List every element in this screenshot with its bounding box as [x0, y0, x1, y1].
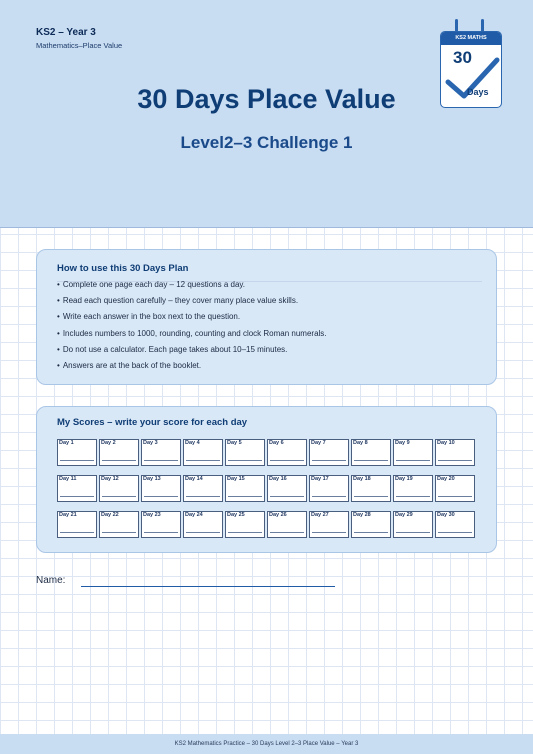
instruction-item: • Includes numbers to 1000, rounding, counting and clock Roman numerals. — [57, 328, 327, 344]
score-write-line — [438, 496, 472, 497]
score-grid — [57, 439, 475, 538]
instruction-item: • Complete one page each day – 12 questions a day. — [57, 279, 327, 295]
score-write-line — [312, 532, 346, 533]
day-label: Day 4 — [185, 440, 200, 446]
day-label: Day 7 — [311, 440, 326, 446]
score-box[interactable] — [309, 439, 349, 466]
score-write-line — [60, 532, 94, 533]
score-write-line — [102, 496, 136, 497]
day-label: Day 22 — [101, 512, 119, 518]
score-box[interactable] — [57, 439, 97, 466]
score-write-line — [396, 460, 430, 461]
score-box[interactable] — [99, 511, 139, 538]
day-label: Day 11 — [59, 476, 77, 482]
score-write-line — [270, 532, 304, 533]
score-write-line — [228, 460, 262, 461]
day-label: Day 5 — [227, 440, 242, 446]
day-label: Day 1 — [59, 440, 74, 446]
score-write-line — [144, 496, 178, 497]
score-write-line — [354, 532, 388, 533]
day-label: Day 17 — [311, 476, 329, 482]
scores-title: My Scores – write your score for each day — [57, 417, 248, 428]
score-write-line — [102, 460, 136, 461]
score-box[interactable] — [225, 439, 265, 466]
day-label: Day 21 — [59, 512, 77, 518]
day-label: Day 28 — [353, 512, 371, 518]
score-write-line — [60, 460, 94, 461]
score-write-line — [228, 532, 262, 533]
page-subtitle: Level2–3 Challenge 1 — [180, 133, 353, 152]
day-label: Day 12 — [101, 476, 119, 482]
day-label: Day 10 — [437, 440, 455, 446]
day-label: Day 18 — [353, 476, 371, 482]
score-write-line — [354, 496, 388, 497]
day-label: Day 16 — [269, 476, 287, 482]
score-box[interactable] — [141, 511, 181, 538]
score-box[interactable] — [309, 475, 349, 502]
instruction-item: • Write each answer in the box next to the question. — [57, 311, 327, 327]
score-box[interactable] — [435, 511, 475, 538]
score-box[interactable] — [267, 439, 307, 466]
score-write-line — [186, 532, 220, 533]
score-write-line — [186, 496, 220, 497]
score-write-line — [228, 496, 262, 497]
day-label: Day 27 — [311, 512, 329, 518]
score-write-line — [438, 532, 472, 533]
topic-label: Mathematics–Place Value — [36, 41, 123, 50]
score-box[interactable] — [309, 511, 349, 538]
how-to-panel — [36, 249, 497, 385]
cover-header — [0, 0, 533, 228]
name-field[interactable] — [81, 586, 335, 587]
day-label: Day 29 — [395, 512, 413, 518]
name-label: Name: — [36, 575, 66, 586]
how-to-title: How to use this 30 Days Plan — [57, 263, 189, 274]
day-label: Day 8 — [353, 440, 368, 446]
score-write-line — [312, 460, 346, 461]
score-box[interactable] — [351, 511, 391, 538]
instruction-item: • Do not use a calculator. Each page takes about 10–15 minutes. — [57, 344, 327, 360]
score-box[interactable] — [225, 511, 265, 538]
badge-top-label: KS2 MATHS — [441, 32, 501, 45]
score-box[interactable] — [183, 475, 223, 502]
score-box[interactable] — [141, 475, 181, 502]
day-label: Day 23 — [143, 512, 161, 518]
score-write-line — [102, 532, 136, 533]
day-label: Day 13 — [143, 476, 161, 482]
day-label: Day 19 — [395, 476, 413, 482]
instructions-list — [57, 279, 327, 376]
score-box[interactable] — [99, 475, 139, 502]
score-write-line — [270, 460, 304, 461]
score-box[interactable] — [393, 511, 433, 538]
instruction-item: • Read each question carefully – they cover many place value skills. — [57, 295, 327, 311]
day-label: Day 14 — [185, 476, 203, 482]
day-label: Day 6 — [269, 440, 284, 446]
score-box[interactable] — [351, 439, 391, 466]
score-box[interactable] — [183, 511, 223, 538]
score-box[interactable] — [141, 439, 181, 466]
calendar-check-icon — [440, 16, 502, 108]
score-write-line — [354, 460, 388, 461]
score-write-line — [396, 496, 430, 497]
footer: KS2 Mathematics Practice – 30 Days Level 2–3 Place Value – Year 3 — [0, 734, 533, 754]
score-box[interactable] — [393, 475, 433, 502]
badge-days-label: Days — [467, 87, 489, 97]
badge-number: 30 — [453, 48, 472, 67]
day-label: Day 30 — [437, 512, 455, 518]
badge-card — [440, 31, 502, 108]
day-label: Day 26 — [269, 512, 287, 518]
score-box[interactable] — [435, 439, 475, 466]
score-write-line — [438, 460, 472, 461]
day-label: Day 3 — [143, 440, 158, 446]
page-title: 30 Days Place Value — [137, 84, 396, 114]
score-write-line — [186, 460, 220, 461]
score-box[interactable] — [99, 439, 139, 466]
score-box[interactable] — [183, 439, 223, 466]
score-write-line — [396, 532, 430, 533]
day-label: Day 15 — [227, 476, 245, 482]
score-write-line — [60, 496, 94, 497]
day-label: Day 25 — [227, 512, 245, 518]
subject-label: KS2 – Year 3 — [36, 27, 96, 38]
score-box[interactable] — [351, 475, 391, 502]
scores-panel — [36, 406, 497, 553]
score-write-line — [144, 460, 178, 461]
score-box[interactable] — [393, 439, 433, 466]
day-label: Day 9 — [395, 440, 410, 446]
score-write-line — [312, 496, 346, 497]
day-label: Day 2 — [101, 440, 116, 446]
score-write-line — [270, 496, 304, 497]
score-box[interactable] — [57, 475, 97, 502]
score-box[interactable] — [267, 475, 307, 502]
score-box[interactable] — [225, 475, 265, 502]
score-write-line — [144, 532, 178, 533]
instruction-item: • Answers are at the back of the booklet. — [57, 360, 327, 376]
day-label: Day 24 — [185, 512, 203, 518]
score-box[interactable] — [267, 511, 307, 538]
score-box[interactable] — [57, 511, 97, 538]
day-label: Day 20 — [437, 476, 455, 482]
score-box[interactable] — [435, 475, 475, 502]
